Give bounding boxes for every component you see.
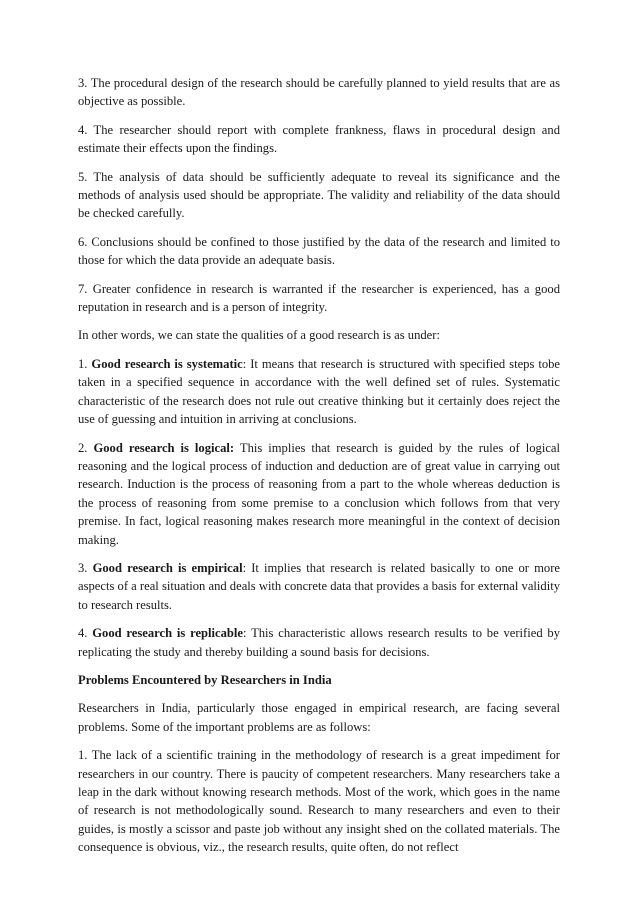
- quality-text: This implies that research is guided by the rules of logical reasoning and the logical process of induction and deduction are of great value in carrying out research. Induction is the process of reasoning from a part to the whole whereas deduction is the process of reasoning from some premise to a conclusion which follows from that very premise. In fact, logical reasoning makes research more meaningful in the context of decision making.: [78, 440, 561, 547]
- quality-number: 2.: [78, 440, 94, 455]
- quality-text: : This characteristic allows research results to be verified by replicating the study and thereby building a sound basis for decisions.: [78, 626, 560, 659]
- quality-title: Good research is systematic: [91, 356, 243, 371]
- quality-systematic: [78, 355, 560, 429]
- paragraph-item-5: 5. The analysis of data should be sufficiently adequate to reveal its significance and the methods of analysis used should be appropriate. The validity and reliability of the data should be checked carefully.: [78, 169, 560, 221]
- quality-empirical: [78, 559, 560, 614]
- quality-title: Good research is logical:: [93, 440, 235, 455]
- problem-item-1: 1. The lack of a scientific training in the methodology of research is a great impediment for researchers in our country. There is paucity of competent researchers. Many researchers take a leap in the dark without knowing research methods. Most of the work, which goes in the name of research is not methodologically sound. Research to many researchers and even to their guides, is mostly a scissor and paste job without any insight shed on the collated materials. The consequence is obvious, viz., the research results, quite often, do not reflect: [78, 748, 560, 855]
- quality-logical: [78, 439, 560, 549]
- section-heading: Problems Encountered by Researchers in India: [78, 672, 332, 687]
- quality-title: Good research is empirical: [92, 560, 243, 575]
- quality-text: : It implies that research is related basically to one or more aspects of a real situation and deals with concrete data that provides a basis for external validity to research results.: [78, 560, 561, 612]
- paragraph-item-6: 6. Conclusions should be confined to those justified by the data of the research and limited to those for which the data provide an adequate basis.: [78, 234, 560, 268]
- quality-title: Good research is replicable: [92, 626, 244, 641]
- problems-intro: Researchers in India, particularly those engaged in empirical research, are facing several problems. Some of the important problems are as follows:: [78, 701, 560, 734]
- qualities-intro: In other words, we can state the qualities of a good research is as under:: [78, 328, 440, 343]
- quality-number: 1.: [78, 356, 92, 371]
- paragraph-item-3: 3. The procedural design of the research should be carefully planned to yield results that are as objective as possible.: [78, 76, 560, 109]
- paragraph-item-7: 7. Greater confidence in research is warranted if the researcher is experienced, has a good reputation in research and is a person of integrity.: [78, 281, 560, 315]
- quality-text: : It means that research is structured with specified steps tobe taken in a specified sequence in accordance with the well defined set of rules. Systematic characteristic of the research does not rule out creative thinking but it certainly does reject the use of guessing and intuition in arriving at conclusions.: [78, 356, 560, 427]
- quality-number: 3.: [78, 560, 93, 575]
- quality-replicable: [78, 624, 560, 661]
- quality-number: 4.: [78, 626, 93, 641]
- paragraph-item-4: 4. The researcher should report with complete frankness, flaws in procedural design and estimate their effects upon the findings.: [78, 122, 560, 156]
